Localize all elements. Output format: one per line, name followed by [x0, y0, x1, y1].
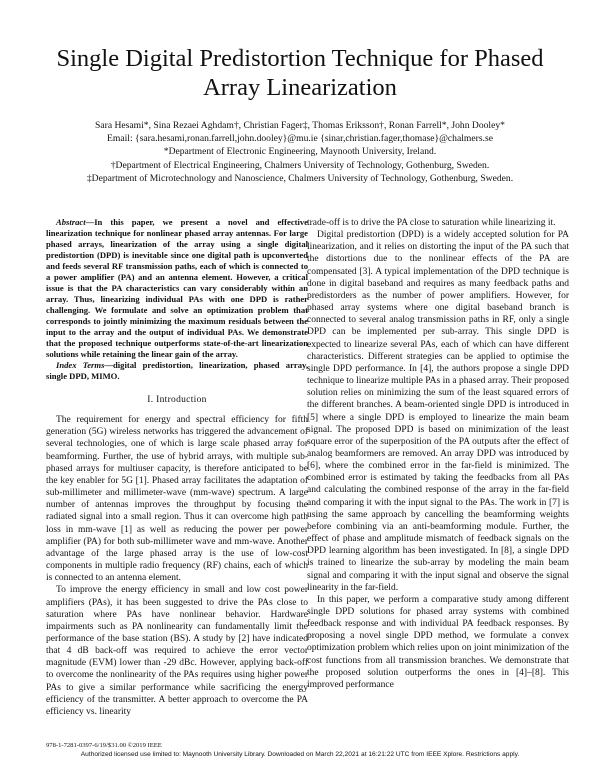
abstract-label: Abstract [56, 217, 86, 227]
section-heading-introduction: I. Introduction [147, 395, 207, 405]
paper-title: Single Digital Predistortion Technique for Phased Array Linearization [56, 45, 544, 101]
index-terms-label: Index Terms [56, 360, 105, 370]
abstract-text: —In this paper, we present a novel and effective linearization technique for nonlinear phased array antennas. For large phased arrays, linearization of the array using a single digital predistortion (DPD) is inevitable since one digital path is upconverted and feeds several RF transmission paths, each of which is connected to a power amplifier (PA) and an antenna element. However, a critical issue is that the PA characteristics can vary considerably within an array. Thus, linearizing individual PAs with one DPD is rather challenging. We formulate and solve an optimization problem that corresponds to jointly minimizing the maximum residuals between the input to the array and the output of individual PAs. We demonstrate that the proposed technique outperforms state-of-the-art linearization solutions while retaining the linear gain of the array. [46, 217, 308, 359]
affiliation-1: *Department of Electronic Engineering, Maynooth University, Ireland. [163, 146, 437, 158]
index-terms [46, 360, 308, 382]
body-paragraph: trade-off is to drive the PA close to saturation while linearizing it. [307, 218, 556, 228]
body-paragraph: To improve the energy efficiency in small and low cost power amplifiers (PAs), it has been suggested to drive the PAs close to saturation where PAs have nonlinear behavior. Hardware impairments such as PA nonlinearity can fundamentally limit the performance of the base station (BS). A study by [2] have indicated that 4 dB back-off was required to achieve the error vector magnitude (EVM) lower than -29 dBc. However, applying back-off to overcome the nonlinearity of the PAs requires using higher power PAs to give a similar performance while sacrificing the energy efficiency of the transmitter. A better approach to overcome the PA efficiency vs. linearity [46, 585, 308, 717]
right-column [307, 217, 569, 691]
body-paragraph: The requirement for energy and spectral efficiency for fifth generation (5G) wireless networks has triggered the advancement of several technologies, one of which is large scale phased array for beamforming. Further, the use of hybrid arrays, with multiple sub-phased arrays for multiuser capacity, is therefore anticipated to be the key enabler for 5G [1]. Phased array facilitates the adaptation of sub-millimeter and millimeter-wave (mm-wave) spectrum. A large number of antennas improves the throughput by focusing the radiated signal into a small region. Thus it can overcome high path loss in mm-wave [1] as well as reducing the power per power amplifier (PA) for both sub-millimeter wave and mm-wave. Another advantage of the large phased array is the use of low-cost components in multiple radio frequency (RF) chains, each of which is connected to an antenna element. [46, 415, 308, 584]
author-block [20, 119, 580, 185]
abstract [46, 217, 308, 360]
author-names: Sara Hesami*, Sina Rezaei Aghdam†, Christian Fager‡, Thomas Eriksson†, Ronan Farrell*, John Dooley* [95, 120, 505, 131]
index-terms-text: —digital predistortion, linearization, phased array, single DPD, MIMO. [46, 360, 308, 381]
copyright-line: 978-1-7281-0397-6/19/$31.00 ©2019 IEEE [46, 742, 162, 749]
license-notice: Authorized licensed use limited to: Maynooth University Library. Downloaded on March 22,2021 at 16:21:22 UTC from IEEE Xplore. Restrictions apply. [80, 751, 520, 758]
affiliation-3: ‡Department of Microtechnology and Nanoscience, Chalmers University of Technology, Gothenburg, Sweden. [86, 172, 514, 184]
left-column [46, 217, 308, 718]
body-paragraph: Digital predistortion (DPD) is a widely accepted solution for PA linearization, and it relies on distorting the input of the PA such that the distortions due to the nonlinear effects of the PA are compensated [3]. A typical implementation of the DPD technique is done in digital baseband and requires as many feedback paths and predistorders as the number of power amplifiers. However, for phased array systems where one digital baseband branch is connected to several analog transmission paths in RF, only a single DPD can be implemented per sub-array. This single DPD is expected to linearize several PAs, each of which can have different characteristics. Different strategies can be applied to optimise the single DPD performance. In [4], the authors propose a single DPD technique to linearize multiple PAs in a phased array. Their proposed solution relies on minimizing the sum of the least squared errors of the different branches. A beam-oriented single DPD is introduced in [5] where a single DPD is employed to linearize the main beam signal. The proposed DPD is based on minimization of the least square error of the superposition of the PA outputs after the effect of analog beamformers are removed. An array DPD was introduced by [6], where the combined error in the far-field is minimized. The combined error is estimated by taking the feedbacks from all PAs and calculating the combined response of the array in the far-field and comparing it with the input signal to the PAs. The work in [7] is using the same approach by cancelling the beamforming weights before combining via an anti-beamforming module. Further, the effect of phase and amplitude mismatch of feedback signals on the DPD learning algorithm has been investigated. In [8], a single DPD is trained to linearize the sub-array by modeling the main beam signal and comparing it with the input signal and observe the signal linearity in the far-field. [307, 230, 569, 593]
affiliation-2: †Department of Electrical Engineering, Chalmers University of Technology, Gothenburg, Sweden. [110, 159, 490, 171]
author-emails: Email: {sara.hesami,ronan.farrell,john.dooley}@mu.ie {sinar,christian.fager,thomase}@chalmers.se [107, 133, 493, 145]
body-paragraph: In this paper, we perform a comparative study among different single DPD solutions for phased array systems with combined feedback response and with individual PA feedback responses. By proposing a novel single DPD method, we formulate a convex optimization problem which relies upon on joint minimization of the cost functions from all transmission branches. We demonstrate that the proposed solution outperforms the ones in [4]–[8]. This improved performance [307, 594, 569, 690]
